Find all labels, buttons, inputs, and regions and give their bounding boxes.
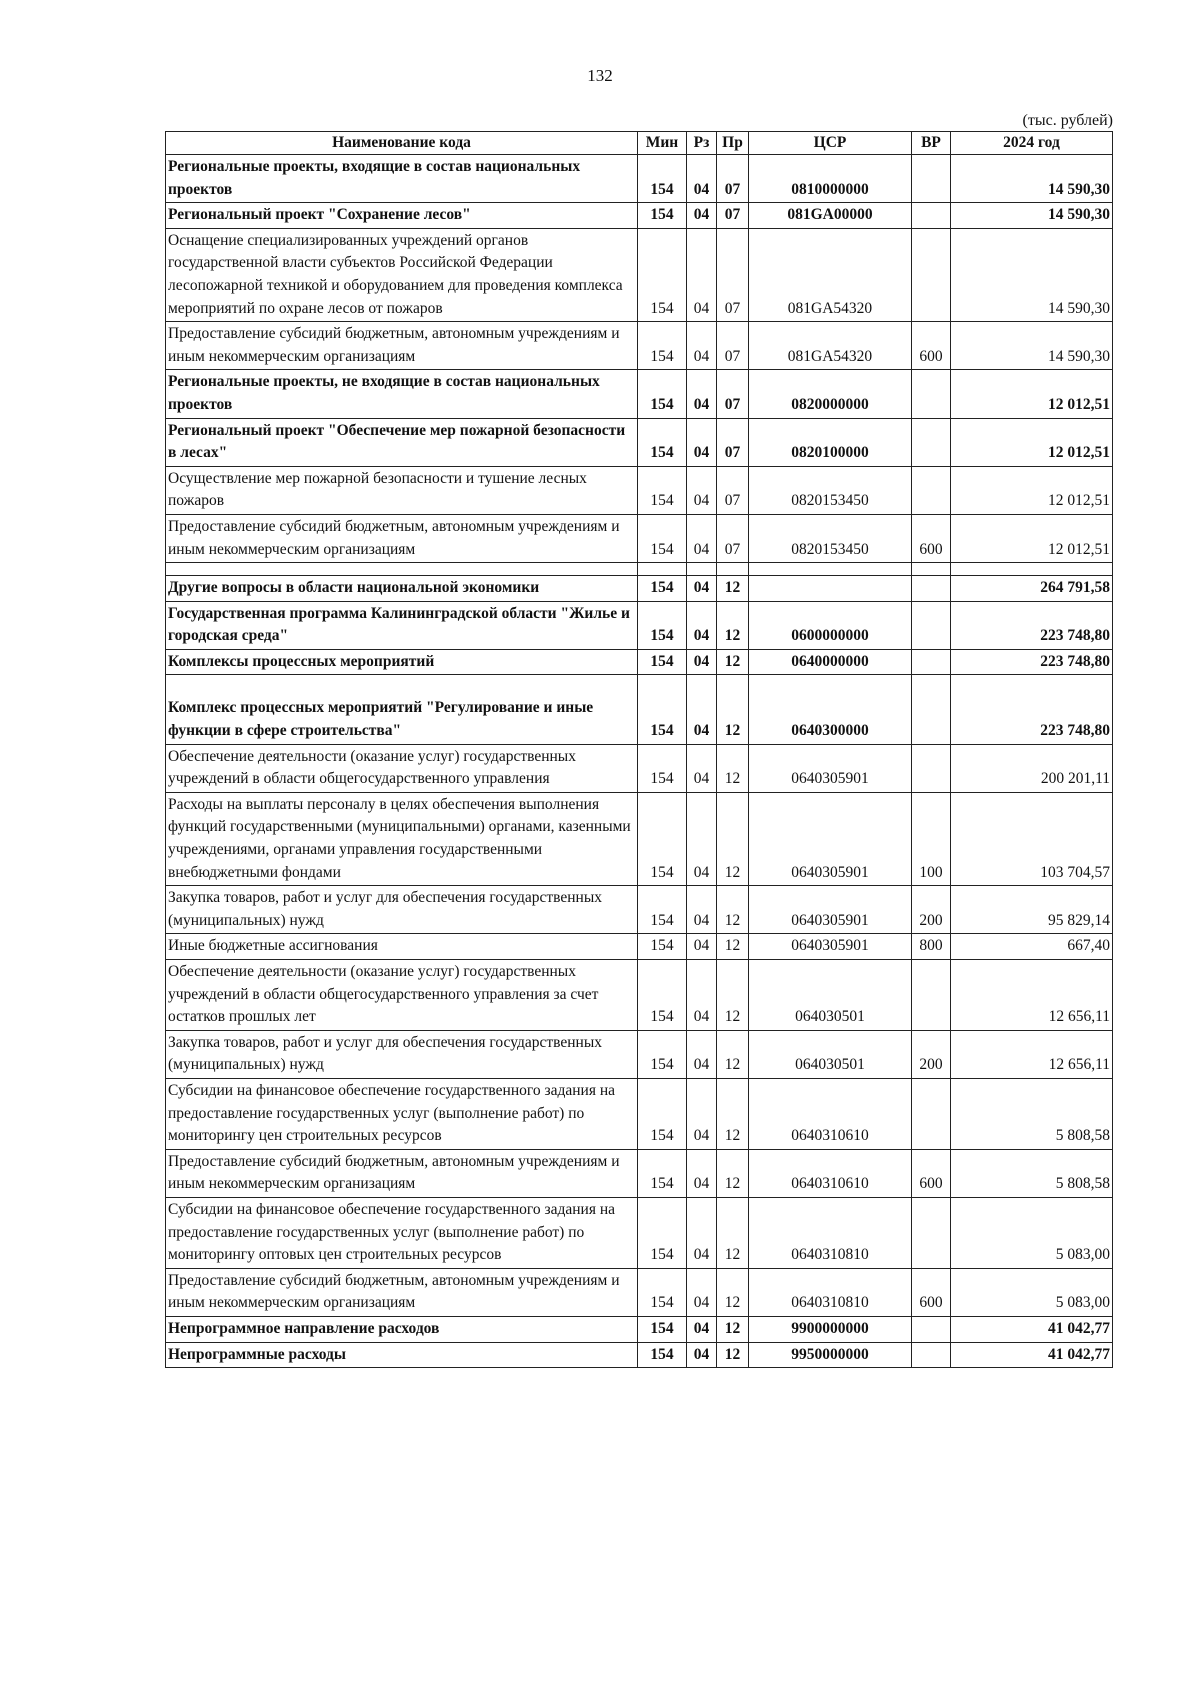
row-amount: 14 590,30 [951,322,1113,370]
row-vr: 200 [912,886,951,934]
row-amount: 14 590,30 [951,228,1113,321]
row-name: Предоставление субсидий бюджетным, автономным учреждениям и иным некоммерческим организациям [166,514,638,562]
row-pr: 07 [717,370,749,418]
row-rz: 04 [687,1197,717,1268]
row-csr: 081GA00000 [749,203,912,229]
row-amount: 200 201,11 [951,744,1113,792]
table-body [166,155,1113,1368]
row-amount: 264 791,58 [951,576,1113,602]
table-row [166,514,1113,562]
row-rz: 04 [687,322,717,370]
row-vr [912,418,951,466]
row-vr: 600 [912,1268,951,1316]
row-pr: 12 [717,675,749,744]
row-vr [912,1342,951,1368]
row-name: Субсидии на финансовое обеспечение государственного задания на предоставление государственных услуг (выполнение работ) по мониторингу цен строительных ресурсов [166,1078,638,1149]
row-min: 154 [638,886,687,934]
row-amount: 223 748,80 [951,601,1113,649]
row-min: 154 [638,649,687,675]
row-pr: 12 [717,934,749,960]
row-min: 154 [638,1197,687,1268]
row-min: 154 [638,1342,687,1368]
row-rz: 04 [687,960,717,1031]
row-min: 154 [638,1268,687,1316]
row-rz: 04 [687,155,717,203]
row-pr: 07 [717,155,749,203]
row-min: 154 [638,466,687,514]
table-row [166,792,1113,885]
row-amount: 12 656,11 [951,1030,1113,1078]
header-vr: ВР [912,132,951,155]
table-row [166,1030,1113,1078]
header-csr: ЦСР [749,132,912,155]
table-row [166,960,1113,1031]
row-rz: 04 [687,576,717,602]
page-number: 132 [587,66,613,85]
row-pr: 12 [717,960,749,1031]
row-pr: 07 [717,203,749,229]
row-min: 154 [638,418,687,466]
row-min: 154 [638,370,687,418]
spacer-row [166,563,1113,576]
row-rz: 04 [687,1030,717,1078]
row-amount: 223 748,80 [951,675,1113,744]
row-min: 154 [638,1030,687,1078]
row-vr: 200 [912,1030,951,1078]
row-vr [912,1197,951,1268]
row-min: 154 [638,576,687,602]
table-row [166,418,1113,466]
row-rz: 04 [687,601,717,649]
table-row [166,934,1113,960]
row-csr: 0640310810 [749,1197,912,1268]
row-vr: 600 [912,1149,951,1197]
row-rz: 04 [687,418,717,466]
row-csr: 0640305901 [749,934,912,960]
row-name: Непрограммное направление расходов [166,1316,638,1342]
table-row [166,886,1113,934]
table-row [166,1316,1113,1342]
table-row [166,155,1113,203]
row-vr [912,466,951,514]
row-rz: 04 [687,792,717,885]
row-min: 154 [638,744,687,792]
row-rz: 04 [687,370,717,418]
row-name: Субсидии на финансовое обеспечение государственного задания на предоставление государственных услуг (выполнение работ) по мониторингу оптовых цен строительных ресурсов [166,1197,638,1268]
row-csr: 0640305901 [749,792,912,885]
row-min: 154 [638,203,687,229]
row-min: 154 [638,960,687,1031]
table-row [166,322,1113,370]
row-csr: 0640305901 [749,744,912,792]
table-row [166,1149,1113,1197]
row-pr: 12 [717,649,749,675]
row-name: Комплекс процессных мероприятий "Регулирование и иные функции в сфере строительства" [166,675,638,744]
header-rz: Рз [687,132,717,155]
row-pr: 07 [717,418,749,466]
table-row [166,370,1113,418]
row-pr: 12 [717,744,749,792]
row-name: Предоставление субсидий бюджетным, автономным учреждениям и иным некоммерческим организациям [166,322,638,370]
row-min: 154 [638,514,687,562]
header-row [166,132,1113,155]
row-rz: 04 [687,514,717,562]
row-amount: 41 042,77 [951,1316,1113,1342]
row-amount: 12 012,51 [951,418,1113,466]
row-csr: 0820100000 [749,418,912,466]
row-pr: 12 [717,1342,749,1368]
row-min: 154 [638,1149,687,1197]
row-vr [912,960,951,1031]
spacer-cell [717,563,749,576]
row-csr: 064030501 [749,960,912,1031]
table-row [166,649,1113,675]
row-csr: 081GA54320 [749,228,912,321]
row-min: 154 [638,155,687,203]
row-amount: 14 590,30 [951,203,1113,229]
row-vr [912,576,951,602]
row-amount: 5 808,58 [951,1149,1113,1197]
row-name: Непрограммные расходы [166,1342,638,1368]
row-amount: 12 656,11 [951,960,1113,1031]
row-vr [912,675,951,744]
row-pr: 12 [717,576,749,602]
row-name: Государственная программа Калининградской области "Жилье и городская среда" [166,601,638,649]
spacer-cell [687,563,717,576]
spacer-cell [951,563,1113,576]
row-pr: 12 [717,1030,749,1078]
row-csr: 0810000000 [749,155,912,203]
row-vr [912,228,951,321]
row-pr: 12 [717,792,749,885]
table-row [166,1078,1113,1149]
row-min: 154 [638,934,687,960]
row-vr [912,649,951,675]
row-amount: 12 012,51 [951,514,1113,562]
row-vr [912,1078,951,1149]
row-name: Обеспечение деятельности (оказание услуг) государственных учреждений в области общегосударственного управления [166,744,638,792]
row-vr [912,370,951,418]
row-amount: 5 083,00 [951,1268,1113,1316]
row-min: 154 [638,322,687,370]
spacer-cell [912,563,951,576]
row-rz: 04 [687,466,717,514]
row-vr [912,155,951,203]
row-rz: 04 [687,1078,717,1149]
row-amount: 667,40 [951,934,1113,960]
row-csr: 0600000000 [749,601,912,649]
row-amount: 12 012,51 [951,466,1113,514]
row-name: Предоставление субсидий бюджетным, автономным учреждениям и иным некоммерческим организациям [166,1149,638,1197]
row-pr: 07 [717,228,749,321]
row-rz: 04 [687,228,717,321]
table-row [166,1268,1113,1316]
table-row [166,1197,1113,1268]
row-name: Предоставление субсидий бюджетным, автономным учреждениям и иным некоммерческим организациям [166,1268,638,1316]
row-csr [749,576,912,602]
row-rz: 04 [687,203,717,229]
row-name: Региональные проекты, входящие в состав национальных проектов [166,155,638,203]
table-row [166,1342,1113,1368]
row-name: Расходы на выплаты персоналу в целях обеспечения выполнения функций государственными (муниципальными) органами, казенными учреждениями, органами управления государственными внебюджетными фондами [166,792,638,885]
row-csr: 0640300000 [749,675,912,744]
row-amount: 5 083,00 [951,1197,1113,1268]
header-min: Мин [638,132,687,155]
row-name: Другие вопросы в области национальной экономики [166,576,638,602]
table-row [166,576,1113,602]
spacer-cell [166,563,638,576]
row-name: Закупка товаров, работ и услуг для обеспечения государственных (муниципальных) нужд [166,1030,638,1078]
row-csr: 0640305901 [749,886,912,934]
row-min: 154 [638,1078,687,1149]
row-min: 154 [638,1316,687,1342]
row-csr: 0820153450 [749,466,912,514]
row-name: Региональные проекты, не входящие в состав национальных проектов [166,370,638,418]
row-vr [912,744,951,792]
row-vr [912,1316,951,1342]
row-csr: 0640000000 [749,649,912,675]
table-row [166,675,1113,744]
row-rz: 04 [687,934,717,960]
row-csr: 9900000000 [749,1316,912,1342]
row-min: 154 [638,601,687,649]
row-pr: 07 [717,514,749,562]
row-amount: 41 042,77 [951,1342,1113,1368]
row-name: Региональный проект "Сохранение лесов" [166,203,638,229]
row-pr: 12 [717,1197,749,1268]
row-amount: 103 704,57 [951,792,1113,885]
row-min: 154 [638,792,687,885]
row-vr: 800 [912,934,951,960]
row-min: 154 [638,228,687,321]
row-vr [912,203,951,229]
table-row [166,203,1113,229]
row-csr: 9950000000 [749,1342,912,1368]
row-amount: 95 829,14 [951,886,1113,934]
row-name: Обеспечение деятельности (оказание услуг) государственных учреждений в области общегосударственного управления за счет остатков прошлых лет [166,960,638,1031]
row-csr: 0640310810 [749,1268,912,1316]
row-vr: 100 [912,792,951,885]
row-vr: 600 [912,514,951,562]
table-row [166,466,1113,514]
row-pr: 12 [717,1316,749,1342]
row-csr: 081GA54320 [749,322,912,370]
row-amount: 12 012,51 [951,370,1113,418]
row-pr: 12 [717,601,749,649]
row-rz: 04 [687,886,717,934]
row-rz: 04 [687,1342,717,1368]
row-vr [912,601,951,649]
row-amount: 223 748,80 [951,649,1113,675]
row-name: Иные бюджетные ассигнования [166,934,638,960]
row-rz: 04 [687,675,717,744]
row-rz: 04 [687,744,717,792]
spacer-cell [749,563,912,576]
row-pr: 12 [717,886,749,934]
row-pr: 07 [717,466,749,514]
row-csr: 0820000000 [749,370,912,418]
row-name: Региональный проект "Обеспечение мер пожарной безопасности в лесах" [166,418,638,466]
row-amount: 5 808,58 [951,1078,1113,1149]
row-rz: 04 [687,1316,717,1342]
row-csr: 0820153450 [749,514,912,562]
row-name: Закупка товаров, работ и услуг для обеспечения государственных (муниципальных) нужд [166,886,638,934]
row-name: Оснащение специализированных учреждений органов государственной власти субъектов Российской Федерации лесопожарной техникой и оборудованием для проведения комплекса мероприятий по охране лесов от пожаров [166,228,638,321]
header-pr: Пр [717,132,749,155]
row-pr: 07 [717,322,749,370]
row-min: 154 [638,675,687,744]
table-row [166,744,1113,792]
header-amount: 2024 год [951,132,1113,155]
row-pr: 12 [717,1149,749,1197]
table-row [166,228,1113,321]
row-amount: 14 590,30 [951,155,1113,203]
row-csr: 0640310610 [749,1149,912,1197]
row-rz: 04 [687,649,717,675]
row-vr: 600 [912,322,951,370]
row-rz: 04 [687,1149,717,1197]
row-csr: 064030501 [749,1030,912,1078]
spacer-cell [638,563,687,576]
row-name: Осуществление мер пожарной безопасности и тушение лесных пожаров [166,466,638,514]
budget-table [165,131,1113,1368]
row-pr: 12 [717,1078,749,1149]
units-label: (тыс. рублей) [1022,112,1113,129]
row-name: Комплексы процессных мероприятий [166,649,638,675]
row-csr: 0640310610 [749,1078,912,1149]
header-name: Наименование кода [166,132,638,155]
row-pr: 12 [717,1268,749,1316]
table-row [166,601,1113,649]
row-rz: 04 [687,1268,717,1316]
